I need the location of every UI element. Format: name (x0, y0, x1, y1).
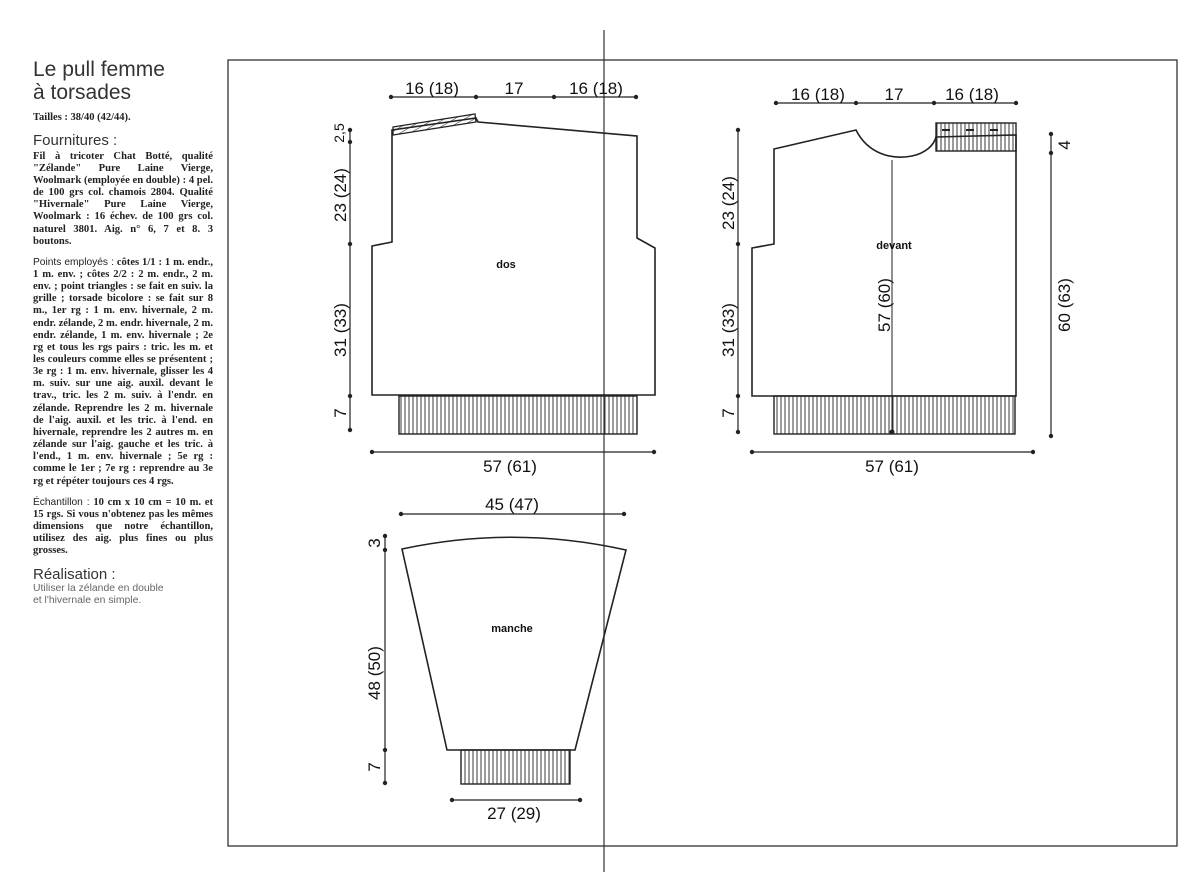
dos-side-dim-tick (348, 140, 352, 144)
dos-body-dim: 31 (33) (331, 303, 350, 357)
dos-top-dim-tick (552, 95, 556, 99)
dos-bottom-dim: 57 (61) (483, 457, 537, 476)
dos-bottom-dim-tick (652, 450, 656, 454)
supplies-heading: Fournitures : (33, 132, 118, 149)
manche-label: manche (491, 623, 533, 635)
dos-top-dim-tick (389, 95, 393, 99)
dos-diagram (331, 79, 656, 476)
devant-side-dim-tick (736, 242, 740, 246)
devant-armhole-dim: 23 (24) (719, 176, 738, 230)
devant-right-dim-tick (1049, 151, 1053, 155)
devant-label: devant (876, 240, 912, 252)
dos-top-dim-tick (634, 95, 638, 99)
dos-side-dim-tick (348, 394, 352, 398)
devant-top-dim-tick (774, 101, 778, 105)
title-line-2: à torsades (33, 81, 132, 104)
devant-shoulder-band (936, 123, 1016, 151)
devant-right-dim-tick (1049, 132, 1053, 136)
dos-armhole-dim: 23 (24) (331, 168, 350, 222)
manche-bottom-dim-tick (450, 798, 454, 802)
manche-side-dim-tick (383, 781, 387, 785)
dos-shoulder-dim: 2,5 (331, 123, 347, 143)
manche-bottom-dim: 27 (29) (487, 804, 541, 823)
sample-label: Échantillon : (33, 496, 90, 508)
title-line-1: Le pull femme (33, 58, 165, 81)
devant-top-right-dim: 16 (18) (945, 85, 999, 104)
devant-bottom-dim: 57 (61) (865, 457, 919, 476)
dos-side-dim-tick (348, 242, 352, 246)
devant-top-dim-tick (854, 101, 858, 105)
stitches-label: Points employés : (33, 256, 114, 268)
manche-rib-dim: 7 (365, 762, 384, 772)
devant-diagram (719, 85, 1074, 476)
devant-top-dim-tick (1014, 101, 1018, 105)
devant-outline (752, 130, 1016, 396)
dos-rib-dim: 7 (331, 408, 350, 418)
realisation-line-2: et l'hivernale en simple. (33, 595, 142, 607)
devant-side-dim-tick (736, 394, 740, 398)
devant-top-dim-tick (932, 101, 936, 105)
manche-side-dim-tick (383, 748, 387, 752)
devant-bottom-dim-tick (1031, 450, 1035, 454)
manche-bottom-dim-tick (578, 798, 582, 802)
realisation-line-1: Utiliser la zélande en double (33, 583, 164, 595)
devant-bottom-dim-tick (750, 450, 754, 454)
devant-center-tick (890, 430, 895, 435)
devant-body-dim: 31 (33) (719, 303, 738, 357)
devant-right-total-dim: 60 (63) (1055, 278, 1074, 332)
dos-top-left-dim: 16 (18) (405, 79, 459, 98)
devant-side-dim-tick (736, 430, 740, 434)
devant-right-shoulder-dim: 4 (1055, 140, 1074, 150)
devant-top-left-dim: 16 (18) (791, 85, 845, 104)
dos-bottom-dim-tick (370, 450, 374, 454)
dos-outline (372, 118, 655, 395)
manche-outline (402, 537, 626, 750)
dos-shoulder-band (393, 114, 476, 135)
dos-top-mid-dim: 17 (504, 79, 524, 98)
supplies-text: Fil à tricoter Chat Botté, qualité "Zélande" Pure Laine Vierge, Woolmark (employée en double) : 4 pel. de 100 grs col. chamois 2804. Qualité "Hivernale" Pure Laine Vierge, Woolmark : 16 échev. de 100 grs col. naturel 3801. Aig. n° 6, 7 et 8. 3 boutons. (33, 151, 213, 247)
dos-rib (399, 396, 637, 434)
dos-top-dim-tick (474, 95, 478, 99)
dos-label: dos (496, 259, 516, 271)
devant-rib-dim: 7 (719, 408, 738, 418)
dos-side-dim-tick (348, 428, 352, 432)
devant-side-dim-tick (736, 128, 740, 132)
manche-side-dim-tick (383, 534, 387, 538)
manche-top-dim-tick (622, 512, 626, 516)
manche-top-dim-tick (399, 512, 403, 516)
manche-top-side-dim: 3 (365, 538, 384, 548)
devant-top-mid-dim: 17 (884, 85, 904, 104)
dos-side-dim-tick (348, 128, 352, 132)
manche-top-dim: 45 (47) (485, 495, 539, 514)
realisation-heading: Réalisation : (33, 566, 116, 584)
sample-text: 10 cm x 10 cm = 10 m. et 15 rgs. Si vous n'obtenez pas les mêmes dimensions que notre échantillon, utilisez des aig. plus fines ou plus grosses. (33, 496, 213, 557)
devant-center-dim: 57 (60) (875, 278, 894, 332)
manche-diagram (365, 495, 626, 823)
dos-top-right-dim: 16 (18) (569, 79, 623, 98)
devant-rib (774, 396, 1015, 434)
stitches-text: côtes 1/1 : 1 m. endr., 1 m. env. ; côtes 2/2 : 2 m. endr., 2 m. env. ; point triangles : se fait en suiv. la grille ; torsade bicolore : se fait sur 8 m., 1er rg : 1 m. env. hivernale, 2 m. endr. zélande, 2 m. endr. hivernale, 2 m. endr. zélande, 1 m. env. hivernale ; 2e rg et tous les rgs pairs : tric. les m. et les couleurs comme elles se présentent ; 3e rg : 1 m. env. hivernale, glisser les 4 m. suiv. sur une aig. auxil. devant le trav., tric. les 2 m. suiv. à l'endr. en zélande. Reprendre les 2 m. hivernale de l'aig. auxil. et les tric. à l'end. en hivernale, reprendre les 2 autres m. en zélande sur l'aig. gauche et les tric. à l'end., 1 m. env. hivernale ; 5e rg : comme le 1er ; 7e rg : reprendre au 3e rg et répéter toujours ces 4 rgs. (33, 256, 213, 487)
manche-rib (461, 750, 570, 784)
manche-body-dim: 48 (50) (365, 646, 384, 700)
sizes-text: Tailles : 38/40 (42/44). (33, 112, 131, 123)
devant-right-dim-tick (1049, 434, 1053, 438)
